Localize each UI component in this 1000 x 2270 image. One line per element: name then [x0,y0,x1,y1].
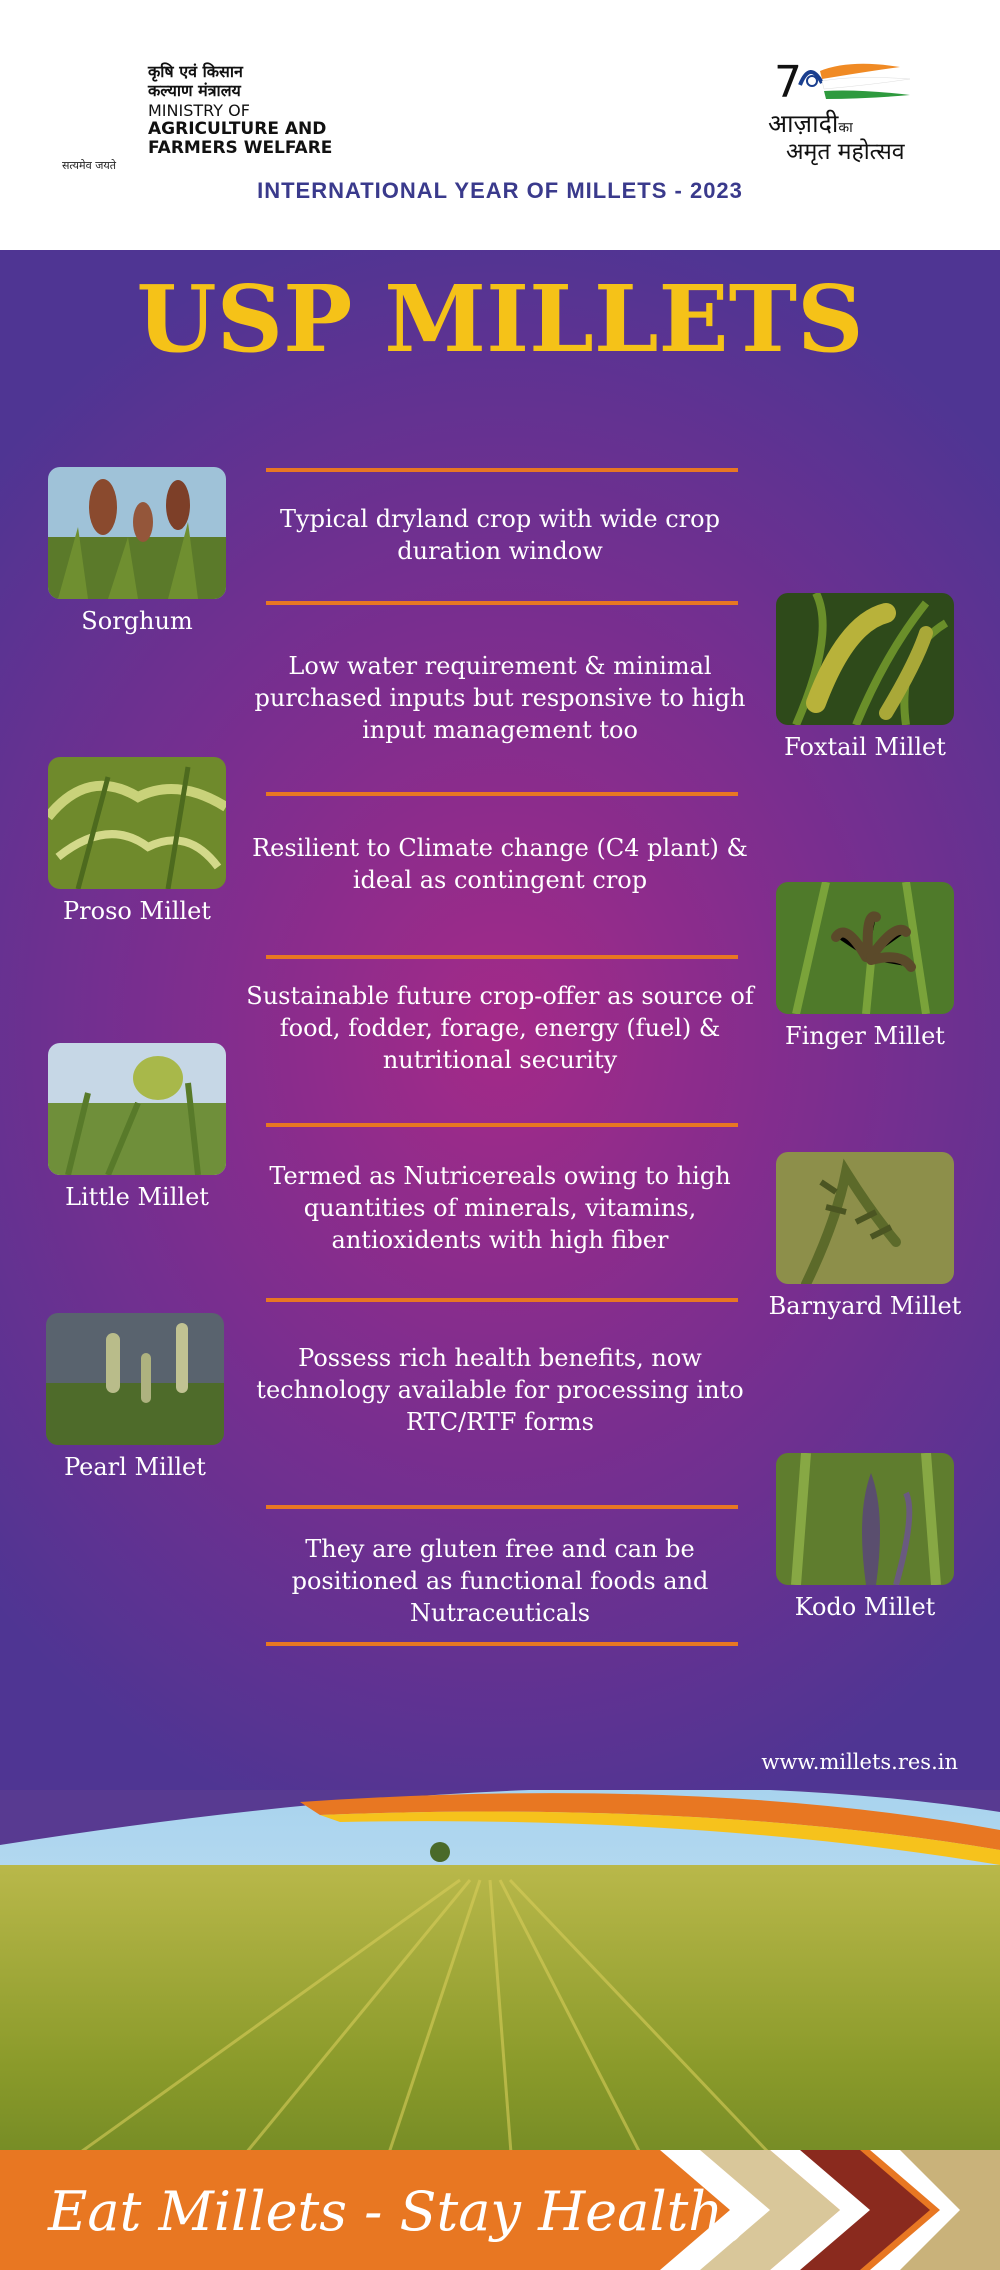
orange-divider [266,792,738,796]
orange-divider [266,955,738,959]
millet-card-kodo [776,1453,965,1621]
page-title: USP MILLETS [136,265,864,373]
millet-label-little: Little Millet [65,1183,209,1211]
emblem-motto: सत्यमेव जयते [62,159,117,172]
ministry-hi-line2: कल्याण मंत्रालय [148,81,241,100]
millet-label-finger: Finger Millet [785,1022,945,1050]
ministry-en-line3: FARMERS WELFARE [148,138,333,158]
millet-card-little [48,1043,226,1211]
orange-divider [266,601,738,605]
iym-banner: INTERNATIONAL YEAR OF MILLETS - 2023 [257,178,743,203]
millet-label-proso: Proso Millet [63,897,211,925]
millet-label-kodo: Kodo Millet [794,1593,936,1621]
azadi-ka: का [838,120,853,136]
website-url[interactable]: www.millets.res.in [761,1750,958,1774]
millet-label-sorghum: Sorghum [81,607,193,635]
ministry-en-line2: AGRICULTURE AND [148,119,327,139]
kodo-millet-photo [776,1453,954,1585]
usp-text-5: Termed as Nutricereals owing to high quantities of minerals, vitamins, antioxidents with high fiber [269,1162,731,1254]
millet-card-finger [776,882,965,1050]
ministry-name-english [148,101,332,158]
orange-divider [266,1505,738,1509]
proso-millet-photo [48,757,226,889]
millet-label-pearl: Pearl Millet [64,1453,206,1481]
ministry-hi-line1: कृषि एवं किसान [148,62,243,81]
azadi-text-line2: अमृत महोत्सव [786,139,905,165]
millet-card-pearl [46,1313,224,1481]
finger-millet-photo [776,882,954,1014]
usp-text-4: Sustainable future crop-offer as source of food, fodder, forage, energy (fuel) & nutritional security [246,982,754,1074]
slogan: Eat Millets - Stay Healthy [48,2180,754,2243]
usp-text-2: Low water requirement & minimal purchased inputs but responsive to high input management too [254,652,746,744]
millet-card-proso [48,757,226,925]
usp-text-3: Resilient to Climate change (C4 plant) & ideal as contingent crop [252,834,748,894]
orange-divider [266,1642,738,1646]
svg-text:7: 7 [774,57,802,108]
little-millet-photo [48,1043,226,1175]
orange-divider [266,468,738,472]
orange-divider [266,1298,738,1302]
barnyard-millet-photo [776,1152,954,1284]
usp-text-1: Typical dryland crop with wide crop duration window [280,505,720,565]
usp-text-7: They are gluten free and can be positioned as functional foods and Nutraceuticals [291,1535,709,1627]
millet-card-foxtail [776,593,965,761]
ministry-name-hindi [148,62,243,100]
foxtail-millet-photo [776,593,954,725]
usp-text-6: Possess rich health benefits, now technology available for processing into RTC/RTF forms [256,1344,744,1436]
sorghum-photo [48,467,226,599]
orange-divider [266,1123,738,1127]
millet-card-barnyard [768,1152,965,1320]
millet-label-barnyard: Barnyard Millet [768,1292,962,1320]
millet-card-sorghum [48,467,226,635]
azadi-word: आज़ादी [768,109,839,138]
millet-label-foxtail: Foxtail Millet [784,733,946,761]
pearl-millet-photo [46,1313,224,1445]
ministry-en-line1: MINISTRY OF [148,101,250,120]
